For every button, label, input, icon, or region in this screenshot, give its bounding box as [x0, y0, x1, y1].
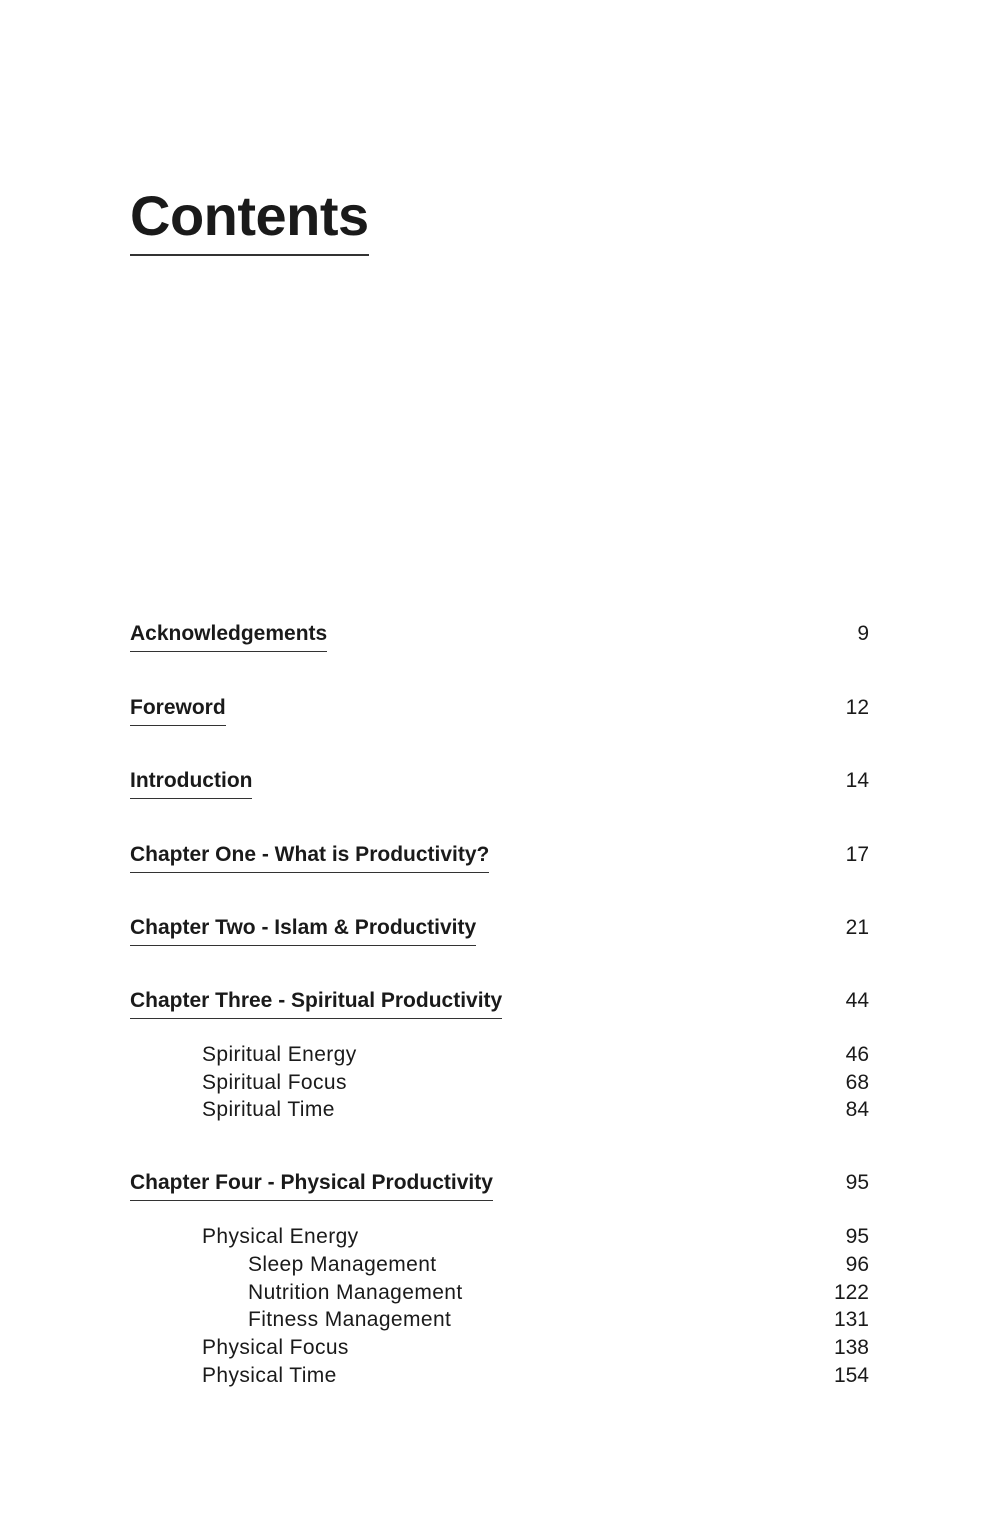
toc-entry-label: Spiritual Focus: [202, 1071, 347, 1094]
toc-entry-chapter-three[interactable]: [0, 986, 1000, 1018]
toc-entry-foreword[interactable]: [0, 693, 1000, 725]
toc-entry-label: Chapter Four - Physical Productivity: [130, 1168, 493, 1201]
toc-entry-physical-time[interactable]: [0, 1361, 1000, 1393]
toc-entry-label: Acknowledgements: [130, 619, 327, 652]
toc-entry-label: Introduction: [130, 766, 252, 799]
toc-entry-label: Chapter One - What is Productivity?: [130, 840, 489, 873]
toc-entry-page: 84: [845, 1098, 869, 1121]
toc-entry-label: Nutrition Management: [248, 1281, 463, 1304]
toc-entry-page: 154: [833, 1364, 869, 1387]
toc-entry-page: 96: [845, 1253, 869, 1276]
toc-entry-page: 95: [845, 1225, 869, 1248]
toc-entry-page: 122: [833, 1281, 869, 1304]
toc-entry-label: Spiritual Energy: [202, 1043, 357, 1066]
toc-entry-label: Chapter Three - Spiritual Productivity: [130, 986, 502, 1019]
toc-entry-chapter-one[interactable]: [0, 840, 1000, 872]
toc-entry-label: Fitness Management: [248, 1308, 452, 1331]
toc-entry-introduction[interactable]: [0, 766, 1000, 798]
toc-entry-chapter-four[interactable]: [0, 1168, 1000, 1200]
toc-entry-label: Physical Focus: [202, 1336, 349, 1359]
toc-entry-label: Chapter Two - Islam & Productivity: [130, 913, 476, 946]
toc-entry-chapter-two[interactable]: [0, 913, 1000, 945]
toc-entry-page: 138: [833, 1336, 869, 1359]
toc-entry-label: Foreword: [130, 693, 226, 726]
toc-entry-page: 131: [833, 1308, 869, 1331]
toc-entry-page: 14: [845, 769, 869, 792]
toc-entry-label: Sleep Management: [248, 1253, 437, 1276]
toc-entry-acknowledgements[interactable]: [0, 619, 1000, 651]
toc-entry-page: 44: [845, 989, 869, 1012]
toc-entry-page: 68: [845, 1071, 869, 1094]
toc-entry-spiritual-time[interactable]: [0, 1095, 1000, 1127]
toc-entry-label: Physical Energy: [202, 1225, 359, 1248]
toc-entry-label: Physical Time: [202, 1364, 337, 1387]
toc-entry-page: 95: [845, 1171, 869, 1194]
toc-entry-label: Spiritual Time: [202, 1098, 335, 1121]
toc-entry-page: 12: [845, 696, 869, 719]
toc-entry-page: 21: [845, 916, 869, 939]
toc-entry-page: 46: [845, 1043, 869, 1066]
page-title: Contents: [130, 184, 369, 256]
toc-entry-page: 9: [857, 622, 869, 645]
toc-entry-page: 17: [845, 843, 869, 866]
